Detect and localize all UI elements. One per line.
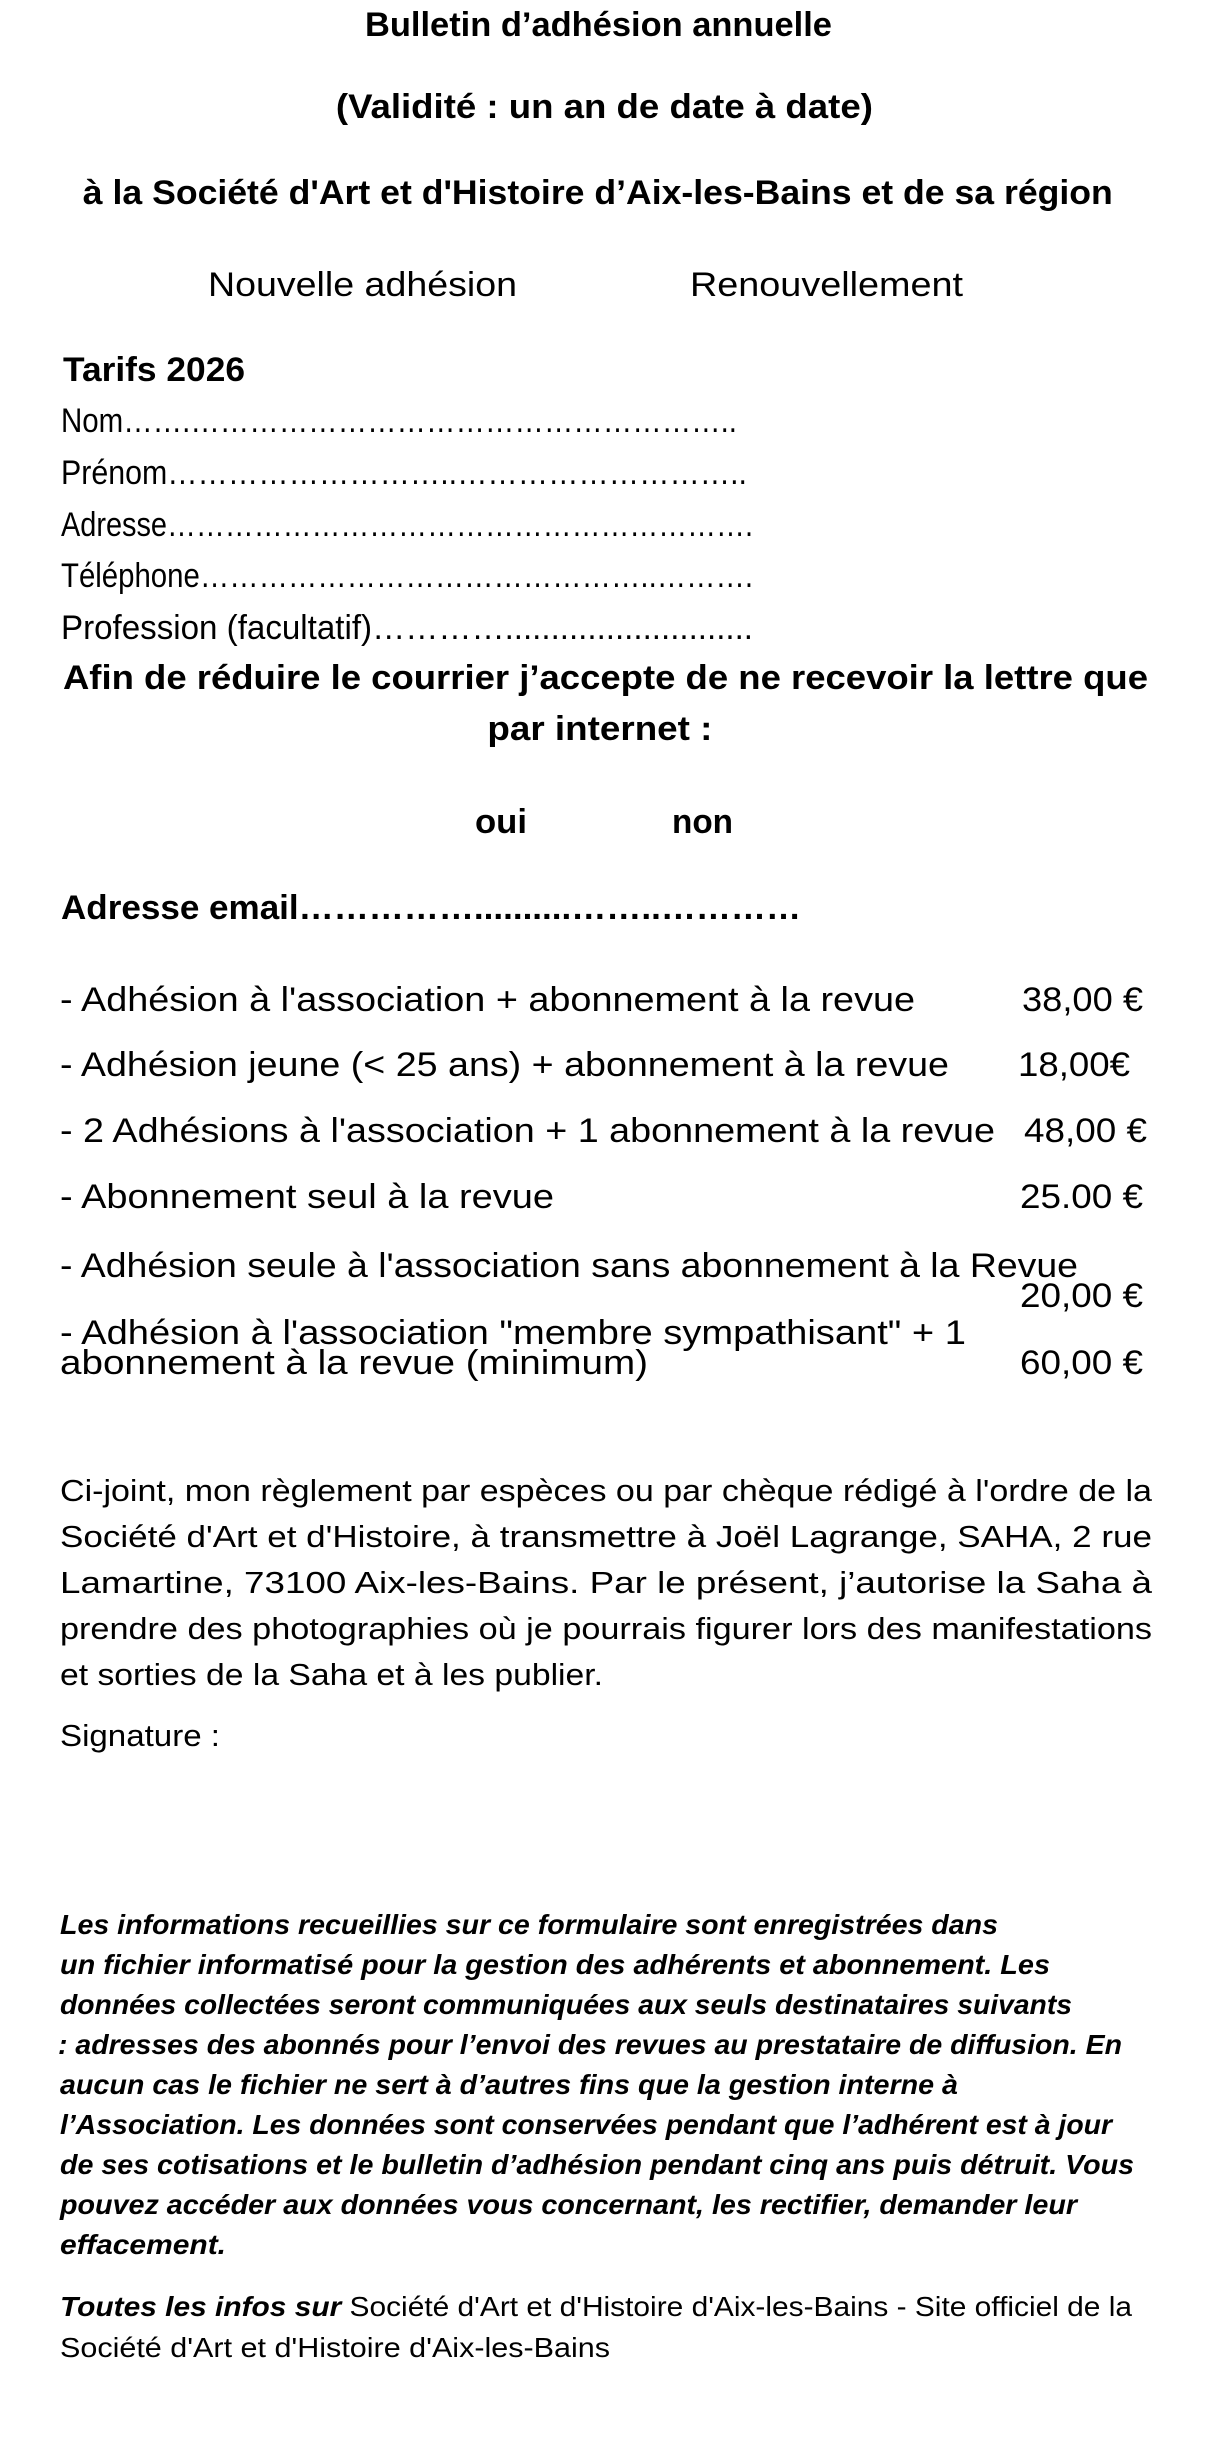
tariff-label: - 2 Adhésions à l'association + 1 abonnement à la revue: [60, 1111, 996, 1150]
field-adresse[interactable]: [61, 505, 753, 544]
field-leader: ………………………..………………………..: [167, 453, 747, 492]
field-label: Adresse email: [61, 888, 299, 927]
tariff-price: 18,00€: [1018, 1045, 1130, 1084]
tariff-label: - Adhésion à l'association "membre sympathisant" + 1: [60, 1313, 966, 1352]
privacy-notice-line: Les informations recueillies sur ce formulaire sont enregistrées dans: [60, 1908, 998, 1940]
field-leader: …………………………………………………….: [167, 505, 753, 544]
tariff-price: 25.00 €: [1020, 1177, 1143, 1216]
field-email[interactable]: [61, 888, 801, 927]
tariff-price: 38,00 €: [1022, 980, 1143, 1019]
footer-site-link[interactable]: Société d'Art et d'Histoire d'Aix-les-Bains - Site officiel de la: [341, 2290, 1132, 2322]
privacy-notice-line: données collectées seront communiquées aux seuls destinataires suivants: [60, 1988, 1072, 2020]
privacy-notice-line: de ses cotisations et le bulletin d’adhésion pendant cinq ans puis détruit. Vous: [60, 2148, 1135, 2180]
field-leader: …….………………………………………………..: [123, 401, 737, 440]
field-profession[interactable]: [61, 608, 754, 647]
tarifs-heading: Tarifs 2026: [63, 350, 246, 389]
field-label: Prénom: [61, 453, 168, 492]
payment-paragraph-line: Ci-joint, mon règlement par espèces ou par chèque rédigé à l'ordre de la: [60, 1473, 1152, 1509]
field-label: Adresse: [61, 505, 168, 544]
privacy-notice-line: pouvez accéder aux données vous concernant, les rectifier, demander leur: [60, 2188, 1078, 2220]
tariff-price: 60,00 €: [1020, 1343, 1143, 1382]
tariff-label: - Abonnement seul à la revue: [60, 1177, 555, 1216]
footer-lead: Toutes les infos sur: [60, 2290, 342, 2322]
signature-area[interactable]: [60, 1765, 660, 1875]
field-leader: ……………..........……..…………: [298, 888, 801, 927]
tariff-label: - Adhésion seule à l'association sans abonnement à la Revue: [60, 1246, 1078, 1285]
signature-label: Signature :: [60, 1718, 220, 1754]
field-telephone[interactable]: [61, 556, 754, 595]
field-label: Téléphone: [61, 556, 200, 595]
payment-paragraph-line: prendre des photographies où je pourrais figurer lors des manifestations: [60, 1611, 1152, 1647]
tariff-price: 48,00 €: [1024, 1111, 1147, 1150]
field-label: Profession (facultatif): [61, 608, 373, 647]
form-title: Bulletin d’adhésion annuelle: [364, 5, 832, 44]
tariff-label-cont: abonnement à la revue (minimum): [60, 1343, 649, 1382]
option-renewal[interactable]: Renouvellement: [690, 265, 964, 304]
privacy-notice-line: l’Association. Les données sont conservées pendant que l’adhérent est à jour: [60, 2108, 1113, 2140]
field-label: Nom: [61, 401, 124, 440]
privacy-notice-line: effacement.: [60, 2228, 226, 2260]
payment-paragraph-line: Société d'Art et d'Histoire, à transmettre à Joël Lagrange, SAHA, 2 rue: [60, 1519, 1152, 1555]
footer-site-link-cont[interactable]: Société d'Art et d'Histoire d'Aix-les-Bains: [60, 2331, 611, 2363]
footer-line: [60, 2290, 1132, 2322]
tariff-label: - Adhésion jeune (< 25 ans) + abonnement à la revue: [60, 1045, 949, 1084]
privacy-notice-line: : adresses des abonnés pour l’envoi des revues au prestataire de diffusion. En: [58, 2028, 1122, 2060]
choice-yes[interactable]: oui: [475, 802, 527, 841]
choice-no[interactable]: non: [672, 802, 733, 841]
payment-paragraph-line: Lamartine, 73100 Aix-les-Bains. Par le présent, j’autorise la Saha à: [60, 1565, 1152, 1601]
privacy-notice-line: un fichier informatisé pour la gestion des adhérents et abonnement. Les: [60, 1948, 1050, 1980]
field-prenom[interactable]: [61, 453, 747, 492]
tariff-label: - Adhésion à l'association + abonnement à la revue: [60, 980, 916, 1019]
privacy-notice-line: aucun cas le fichier ne sert à d’autres fins que la gestion interne à: [60, 2068, 958, 2100]
validity-note: (Validité : un an de date à date): [335, 87, 873, 126]
tariff-price: 20,00 €: [1020, 1276, 1143, 1315]
field-leader: ………………………………………..……….: [199, 556, 754, 595]
newsletter-question: Afin de réduire le courrier j’accepte de ne recevoir la lettre que: [62, 658, 1148, 697]
newsletter-question-cont: par internet :: [487, 709, 713, 748]
field-nom[interactable]: [61, 401, 737, 440]
field-leader: …………...........................: [372, 608, 754, 647]
payment-paragraph-line: et sorties de la Saha et à les publier.: [60, 1657, 603, 1693]
option-new-membership[interactable]: Nouvelle adhésion: [208, 265, 518, 304]
organisation-name: à la Société d'Art et d'Histoire d’Aix-les-Bains et de sa région: [83, 173, 1113, 212]
